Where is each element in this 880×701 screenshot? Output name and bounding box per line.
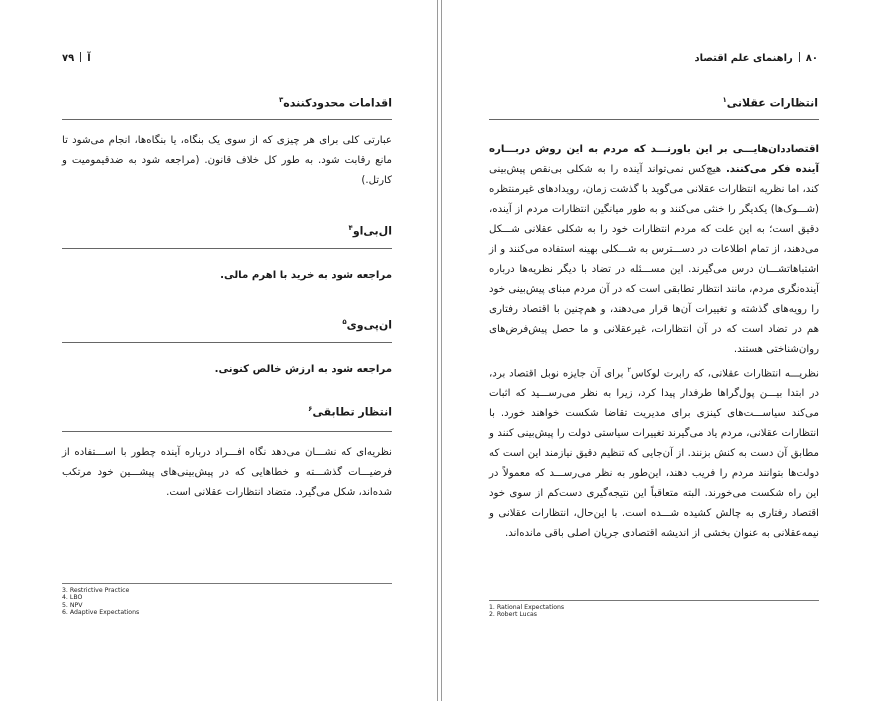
entry-title-text: انتظار تطابقی (312, 405, 392, 419)
entry-text-npv: مراجعه شود به ارزش خالص کنونی. (214, 364, 392, 375)
footnote: 2. Robert Lucas (489, 611, 538, 619)
entry-title-text: ال‌بی‌او (352, 224, 392, 238)
header-separator (799, 52, 800, 62)
right-page (441, 0, 880, 701)
left-page (0, 0, 438, 701)
entry-text-adaptive-expectations: نظریه‌ای که نشـــان می‌دهد نگاه افـــراد درباره آینده چطور با اســـتفاده از فرضیـــات گذشـــته و خطاهایی که در پیش‌بینی‌های پیشـــین خود مرتکب شده‌اند، شکل می‌گیرد. متضاد انتظارات عقلانی است. (62, 447, 392, 498)
entry-title-restrictive-practice (279, 96, 392, 110)
left-footnotes (62, 587, 139, 617)
entry-text-restrictive-practice: عبارتی کلی برای هر چیزی که از سوی یک بنگاه، یا بنگاه‌ها، انجام می‌شود تا مانع رقابت شود. به طور کل خلاف قانون. (مراجعه شود به ضدقیمومیت و کارتل.) (62, 135, 392, 186)
footnote: 3. Restrictive Practice (62, 587, 130, 594)
footnote-rule (489, 600, 819, 601)
footnote: 4. LBO (62, 594, 83, 602)
entry-title-npv (342, 318, 392, 332)
entry-rule (62, 431, 392, 432)
footnote-rule (62, 583, 392, 584)
gutter-line (437, 0, 438, 701)
paragraph-one: هیچ‌کس نمی‌تواند آینده را به شکلی بی‌نقص پیش‌بینی کند، اما نظریه انتظارات عقلانی می‌گوید با گذشت زمان، رویدادهای غیرمنتظره (شـــوک‌ها) یکدیگر را خنثی می‌کنند و به طور میانگین انتظارات مردم از آینده، دقیق است؛ به این علت که مردم انتظارات خود را به شکلی عقلانی شـــکل می‌دهند، از تمام اطلاعات در دســـترس به شـــکلی بهینه استفاده می‌کنند و از اشتباهاتشـــان درس می‌گیرند. این مســـئله در تضاد با دیگر نظریه‌ها درباره آینده‌نگری مردم، مانند انتظار تطابقی است که در آن مردم مبنای پیش‌بینی خود را رویه‌های گذشته و تغییرات آن‌ها قرار می‌دهند، و هم‌چنین با اقتصاد رفتاری هم در تضاد است که در آن انتظارات، غیرعقلانی و ما حصل پیش‌فرض‌های روان‌شناختی هستند. (489, 164, 819, 355)
entry-rule (62, 119, 392, 120)
right-running-head (694, 52, 818, 64)
left-page-number: ۷۹ (62, 53, 75, 64)
lead-sentence: اقتصاددان‌هایـــی بر این باورنـــد که مردم به این روش دربـــاره آینده فکر می‌کنند. (489, 144, 819, 175)
footnote-ref: ۳ (278, 96, 284, 104)
entry-title-text: اقدامات محدودکننده (283, 96, 392, 110)
footnote-ref: ۶ (308, 405, 313, 413)
footnote-ref: ۱ (722, 96, 727, 104)
footnote: 1. Rational Expectations (489, 604, 565, 611)
entry-title-rational-expectations (722, 96, 818, 110)
left-running-head (62, 52, 91, 64)
entry-title-text: ان‌پی‌وی (346, 318, 392, 332)
right-footnotes (489, 604, 564, 619)
footnote-ref: ۴ (348, 224, 353, 232)
footnote-ref: ۲ (627, 366, 632, 374)
entry-title-lbo (349, 224, 392, 238)
footnote: 6. Adaptive Expectations (62, 609, 140, 617)
footnote: 5. NPV (62, 601, 83, 609)
entry-text-lbo: مراجعه شود به خرید با اهرم مالی. (220, 270, 392, 281)
entry-text-rational-expectations (489, 140, 819, 544)
right-page-number: ۸۰ (805, 53, 818, 64)
entry-title-adaptive-expectations (308, 405, 392, 419)
entry-rule (489, 119, 819, 120)
entry-title-text: انتظارات عقلانی (726, 96, 818, 110)
right-section-label: راهنمای علم اقتصاد (694, 53, 793, 64)
footnote-ref: ۵ (342, 318, 347, 326)
header-separator (80, 52, 81, 62)
entry-rule (62, 248, 392, 249)
entry-rule (62, 342, 392, 343)
left-section-label: آ (87, 53, 91, 64)
paragraph-two-rest: برای آن جایزه نوبل اقتصاد برد، در ابتدا بیـــن پول‌گراها طرفدار پیدا کرد، زیرا به نظر می‌رســـید که اثبات می‌کند سیاســـت‌های کینزی برای مدیریت تقاضا شکست خواهند خورد. با انتظارات عقلانی، مردم یاد می‌گیرند تغییرات سیاستی دولت را پیش‌بینی کنند و مطابق آن دست به کنش بزنند. از آن‌جایی که تنظیم دقیق نیازمند این است که دولت‌ها بتوانند مردم را فریب دهند، این‌طور به نظر می‌رســـد که معمولاً در این راه شکست می‌خورند. البته متعاقباً این نتیجه‌گیری دست‌کم از سوی خود اقتصاد رفتاری به چالش کشیده شـــده است. با این‌حال، انتظارات عقلانی و نیمه‌عقلانی به عنوان بخشی از اندیشه اقتصادی جریان اصلی باقی مانده‌اند. (489, 368, 819, 540)
paragraph-two-start: نظریـــه انتظارات عقلانی، که رابرت لوکاس (631, 368, 819, 380)
